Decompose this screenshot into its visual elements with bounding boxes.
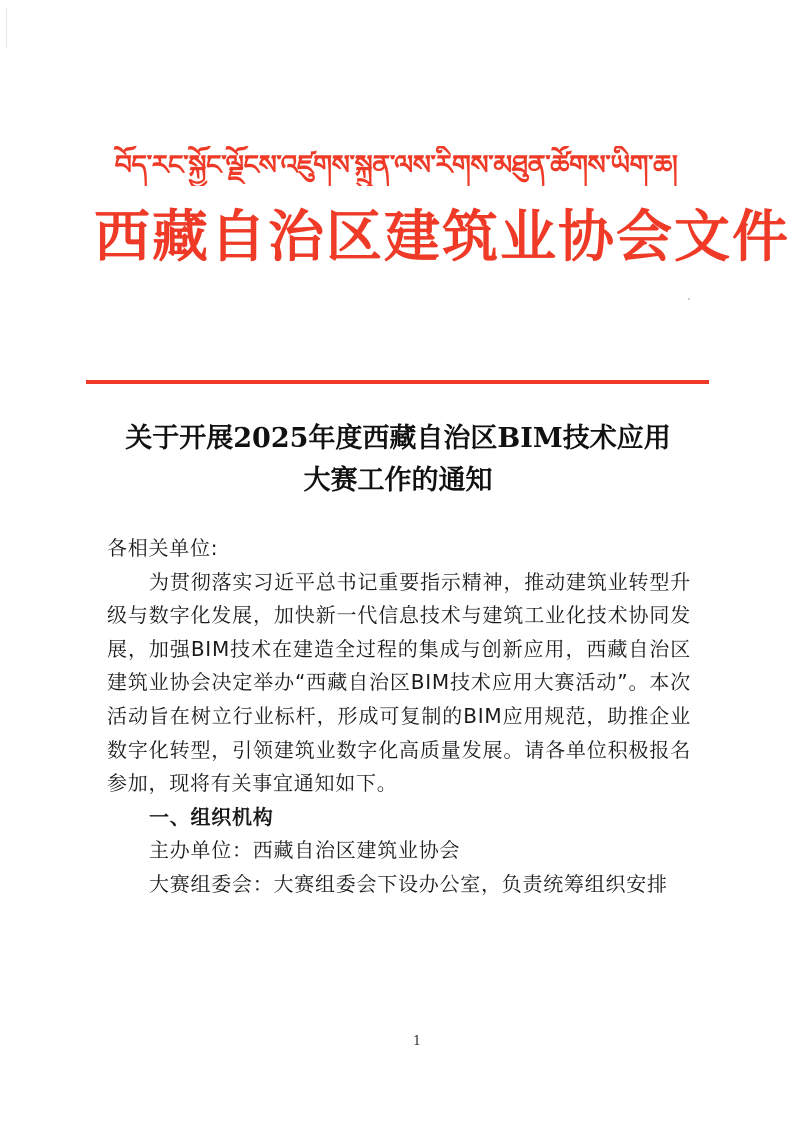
letterhead-red-divider — [86, 380, 709, 384]
scan-artifact — [688, 298, 690, 300]
page-number: 1 — [412, 1034, 422, 1049]
letterhead-tibetan-name: བོད་རང་སྐྱོང་ལྗོངས་འཛུགས་སྐྲུན་ལས་རིགས་མཐུན་ཚོགས་ཡིག་ཆ། — [114, 150, 678, 181]
notice-title-line-1: 关于开展2025年度西藏自治区BIM技术应用 — [125, 423, 671, 454]
letterhead-organization-name: 西藏自治区建筑业协会文件 — [94, 204, 790, 270]
intro-paragraph: 为贯彻落实习近平总书记重要指示精神，推动建筑业转型升级与数字化发展，加快新一代信息技术与建筑工业化技术协同发展，加强BIM技术在建造全过程的集成与创新应用，西藏自治区建筑业协会决定举办“西藏自治区BIM技术应用大赛活动”。本次活动旨在树立行业标杆，形成可复制的BIM应用规范，助推企业数字化转型，引领建筑业数字化高质量发展。请各单位积极报名参加，现将有关事宜通知如下。 — [107, 569, 691, 796]
scan-page-edge — [6, 8, 7, 48]
host-unit-line: 主办单位：西藏自治区建筑业协会 — [149, 838, 461, 863]
notice-title-line-2: 大赛工作的通知 — [303, 465, 493, 496]
salutation: 各相关单位: — [107, 536, 219, 560]
committee-line: 大赛组委会：大赛组委会下设办公室，负责统筹组织安排 — [149, 871, 668, 896]
notice-title — [100, 418, 696, 502]
notice-body — [107, 532, 691, 902]
section-heading-organization: 一、组织机构 — [149, 804, 274, 829]
